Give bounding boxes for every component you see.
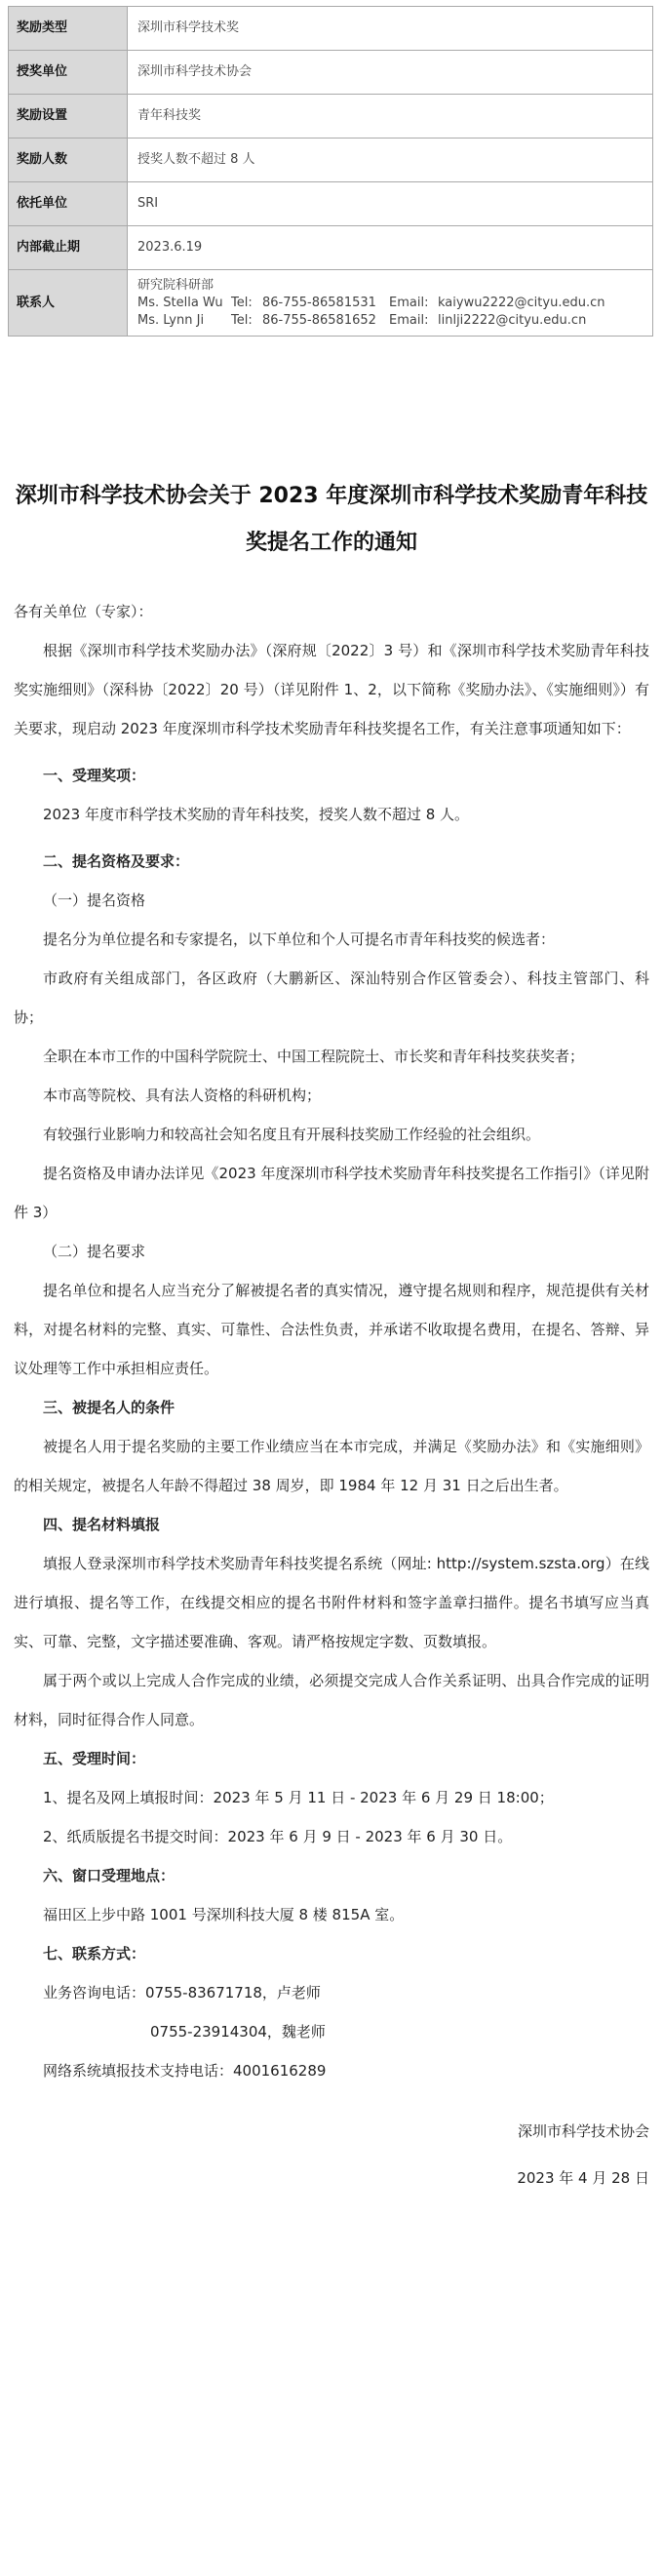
section-paragraph: 提名单位和提名人应当充分了解被提名者的真实情况，遵守提名规则和程序，规范提供有关材料，对提名材料的完整、真实、可靠性、合法性负责，并承诺不收取提名费用，在提名、答辩、异议处理等工作中承担相应责任。	[14, 1282, 649, 1377]
notice-article	[14, 473, 649, 2198]
section-paragraph: 福田区上步中路 1001 号深圳科技大厦 8 楼 815A 室。	[43, 1906, 405, 1923]
issue-date: 2023 年 4 月 28 日	[517, 2169, 649, 2187]
info-value: 深圳市科学技术奖	[128, 7, 653, 51]
contact-tel-label: Tel:	[231, 312, 253, 328]
info-value: 2023.6.19	[128, 226, 653, 270]
contact-tel-label: Tel:	[231, 295, 253, 310]
section-heading: 一、受理奖项：	[43, 767, 146, 784]
info-row-award-setting	[9, 95, 653, 139]
contact-person	[137, 295, 652, 312]
info-label: 奖励设置	[9, 95, 128, 139]
info-row-award-count	[9, 139, 653, 182]
section-paragraph: 2023 年度市科学技术奖励的青年科技奖，授奖人数不超过 8 人。	[43, 806, 470, 823]
contact-tel: 86-755-86581531	[262, 295, 376, 310]
sub-heading: （一）提名资格	[43, 892, 146, 909]
info-label: 内部截止期	[9, 226, 128, 270]
section-heading: 三、被提名人的条件	[43, 1399, 176, 1416]
contact-phone-line: 网络系统填报技术支持电话：4001616289	[43, 2062, 327, 2080]
contact-value	[128, 270, 653, 337]
info-value: 深圳市科学技术协会	[128, 51, 653, 95]
contact-phone-line: 0755-23914304，魏老师	[150, 2023, 326, 2041]
section-paragraph: 提名分为单位提名和专家提名，以下单位和个人可提名市青年科技奖的候选者：	[43, 931, 556, 948]
contact-phone-line: 业务咨询电话：0755-83671718，卢老师	[43, 1984, 321, 2001]
signature: 深圳市科学技术协会	[517, 2122, 649, 2140]
section-paragraph: 1、提名及网上填报时间：2023 年 5 月 11 日 - 2023 年 6 月 29 日 18:00；	[43, 1789, 554, 1806]
info-value: 青年科技奖	[128, 95, 653, 139]
section-paragraph: 提名资格及申请办法详见《2023 年度深圳市科学技术奖励青年科技奖提名工作指引》（详见附件 3）	[14, 1165, 649, 1221]
info-row-grantor	[9, 51, 653, 95]
contact-tel: 86-755-86581652	[262, 312, 376, 328]
contact-name: Ms. Lynn Ji	[137, 312, 205, 328]
contact-email: linlji2222@cityu.edu.cn	[438, 312, 587, 328]
info-label: 依托单位	[9, 182, 128, 226]
info-row-host-unit	[9, 182, 653, 226]
info-value: 授奖人数不超过 8 人	[128, 139, 653, 182]
section-paragraph: 被提名人用于提名奖励的主要工作业绩应当在本市完成，并满足《奖励办法》和《实施细则》的相关规定，被提名人年龄不得超过 38 周岁，即 1984 年 12 月 31 日之后出生者。	[14, 1438, 649, 1494]
section-heading: 四、提名材料填报	[43, 1516, 161, 1533]
info-label: 奖励类型	[9, 7, 128, 51]
contact-person	[137, 312, 652, 330]
section-heading: 七、联系方式：	[43, 1945, 146, 1962]
section-paragraph: 有较强行业影响力和较高社会知名度且有开展科技奖励工作经验的社会组织。	[43, 1126, 541, 1143]
section-paragraph: 全职在本市工作的中国科学院院士、中国工程院院士、市长奖和青年科技奖获奖者；	[43, 1048, 585, 1065]
info-row-deadline	[9, 226, 653, 270]
info-value: SRI	[128, 182, 653, 226]
contact-dept: 研究院科研部	[137, 277, 214, 293]
info-label: 奖励人数	[9, 139, 128, 182]
info-label: 联系人	[9, 270, 128, 337]
contact-email: kaiywu2222@cityu.edu.cn	[438, 295, 605, 310]
section-paragraph: 属于两个或以上完成人合作完成的业绩，必须提交完成人合作关系证明、出具合作完成的证明材料，同时征得合作人同意。	[14, 1672, 649, 1728]
award-info-table	[8, 6, 653, 337]
section-paragraph: 填报人登录深圳市科学技术奖励青年科技奖提名系统（网址: http://system.szsta.org）在线进行填报、提名等工作，在线提交相应的提名书附件材料和签字盖章扫描件。提名书填写应当真实、可靠、完整，文字描述要准确、客观。请严格按规定字数、页数填报。	[14, 1555, 649, 1650]
section-paragraph: 本市高等院校、具有法人资格的科研机构；	[43, 1087, 322, 1104]
section-paragraph: 2、纸质版提名书提交时间：2023 年 6 月 9 日 - 2023 年 6 月 30 日。	[43, 1828, 513, 1845]
salutation: 各有关单位（专家）：	[14, 603, 153, 620]
contact-email-label: Email:	[389, 295, 429, 310]
intro-paragraph: 根据《深圳市科学技术奖励办法》（深府规〔2022〕3 号）和《深圳市科学技术奖励青年科技奖实施细则》（深科协〔2022〕20 号）（详见附件 1、2，以下简称《奖励办法》、《实施细则》）有关要求，现启动 2023 年度深圳市科学技术奖励青年科技奖提名工作，有关注意事项通知如下：	[14, 642, 649, 737]
info-row-contact	[9, 270, 653, 337]
contact-name: Ms. Stella Wu	[137, 295, 223, 310]
notice-title: 深圳市科学技术协会关于 2023 年度深圳市科学技术奖励青年科技奖提名工作的通知	[15, 484, 648, 555]
info-row-award-type	[9, 7, 653, 51]
section-heading: 五、受理时间：	[43, 1750, 146, 1767]
section-paragraph: 市政府有关组成部门，各区政府（大鹏新区、深汕特别合作区管委会）、科技主管部门、科协；	[14, 970, 649, 1026]
section-heading: 二、提名资格及要求：	[43, 852, 190, 870]
sub-heading: （二）提名要求	[43, 1243, 146, 1260]
section-heading: 六、窗口受理地点：	[43, 1867, 176, 1884]
info-label: 授奖单位	[9, 51, 128, 95]
contact-email-label: Email:	[389, 312, 429, 328]
